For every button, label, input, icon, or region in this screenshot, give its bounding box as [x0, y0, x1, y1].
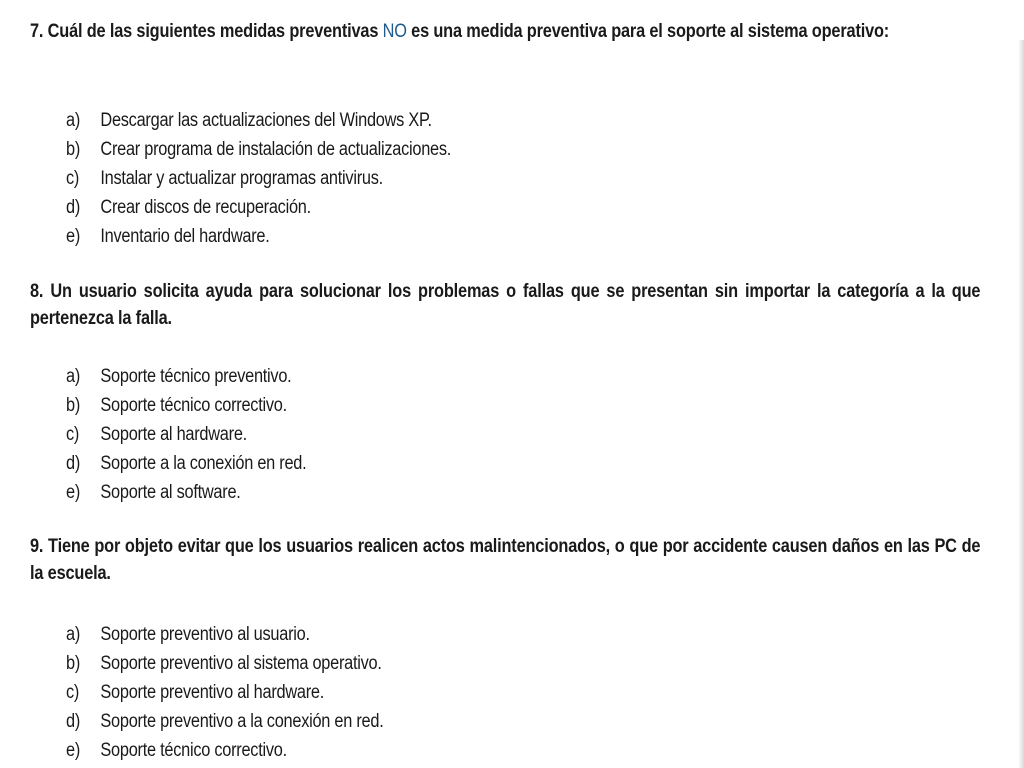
option-text: Soporte preventivo a la conexión en red. [100, 711, 384, 732]
option-text: Inventario del hardware. [100, 226, 270, 247]
question-7-options [66, 106, 514, 251]
option-letter: c) [66, 168, 80, 189]
option-text: Soporte preventivo al hardware. [100, 682, 325, 703]
option-text: Soporte al software. [100, 482, 241, 503]
option-7b[interactable] [66, 135, 451, 164]
option-letter: c) [66, 424, 80, 445]
option-text: Soporte a la conexión en red. [100, 453, 307, 474]
option-text: Soporte preventivo al usuario. [100, 624, 310, 645]
option-7c[interactable] [66, 164, 451, 193]
question-8-options [66, 362, 346, 507]
option-9c[interactable] [66, 678, 383, 707]
option-8d[interactable] [66, 449, 306, 478]
option-letter: e) [66, 482, 81, 503]
option-letter: d) [66, 453, 81, 474]
question-7-title [30, 18, 980, 45]
option-letter: b) [66, 653, 81, 674]
option-text: Instalar y actualizar programas antivirus. [100, 168, 383, 189]
option-text: Soporte técnico correctivo. [100, 395, 287, 416]
option-letter: b) [66, 395, 81, 416]
option-text: Soporte preventivo al sistema operativo. [100, 653, 382, 674]
option-7e[interactable] [66, 222, 451, 251]
option-text: Soporte al hardware. [100, 424, 247, 445]
question-7 [30, 18, 980, 247]
question-7-title-start: 7. Cuál de las siguientes medidas preventivas [30, 21, 383, 42]
option-letter: a) [66, 624, 81, 645]
option-8b[interactable] [66, 391, 306, 420]
question-9-options [66, 620, 435, 765]
option-7d[interactable] [66, 193, 451, 222]
option-letter: b) [66, 139, 81, 160]
page-edge-shadow [1018, 40, 1024, 768]
option-text: Crear discos de recuperación. [100, 197, 311, 218]
question-7-title-end: es una medida preventiva para el soporte al sistema operativo: [406, 21, 890, 42]
option-letter: e) [66, 740, 81, 761]
option-letter: c) [66, 682, 80, 703]
option-letter: e) [66, 226, 81, 247]
option-letter: a) [66, 366, 81, 387]
option-text: Soporte técnico preventivo. [100, 366, 292, 387]
option-8e[interactable] [66, 478, 306, 507]
option-text: Crear programa de instalación de actualizaciones. [100, 139, 452, 160]
question-8 [30, 278, 981, 503]
option-8c[interactable] [66, 420, 306, 449]
question-8-title: 8. Un usuario solicita ayuda para solucionar los problemas o fallas que se presentan sin importar la categoría a la que pertenezca la falla. [30, 281, 981, 329]
option-letter: a) [66, 110, 81, 131]
option-9b[interactable] [66, 649, 383, 678]
option-9d[interactable] [66, 707, 383, 736]
option-9a[interactable] [66, 620, 383, 649]
option-letter: d) [66, 711, 81, 732]
option-7a[interactable] [66, 106, 451, 135]
question-7-highlight-no: NO [382, 21, 407, 42]
option-text: Descargar las actualizaciones del Windows XP. [100, 110, 432, 131]
option-text: Soporte técnico correctivo. [100, 740, 287, 761]
option-8a[interactable] [66, 362, 306, 391]
option-letter: d) [66, 197, 81, 218]
question-9-title: 9. Tiene por objeto evitar que los usuarios realicen actos malintencionados, o que por accidente causen daños en las PC de la escuela. [30, 536, 981, 584]
question-9 [30, 533, 981, 761]
option-9e[interactable] [66, 736, 383, 765]
